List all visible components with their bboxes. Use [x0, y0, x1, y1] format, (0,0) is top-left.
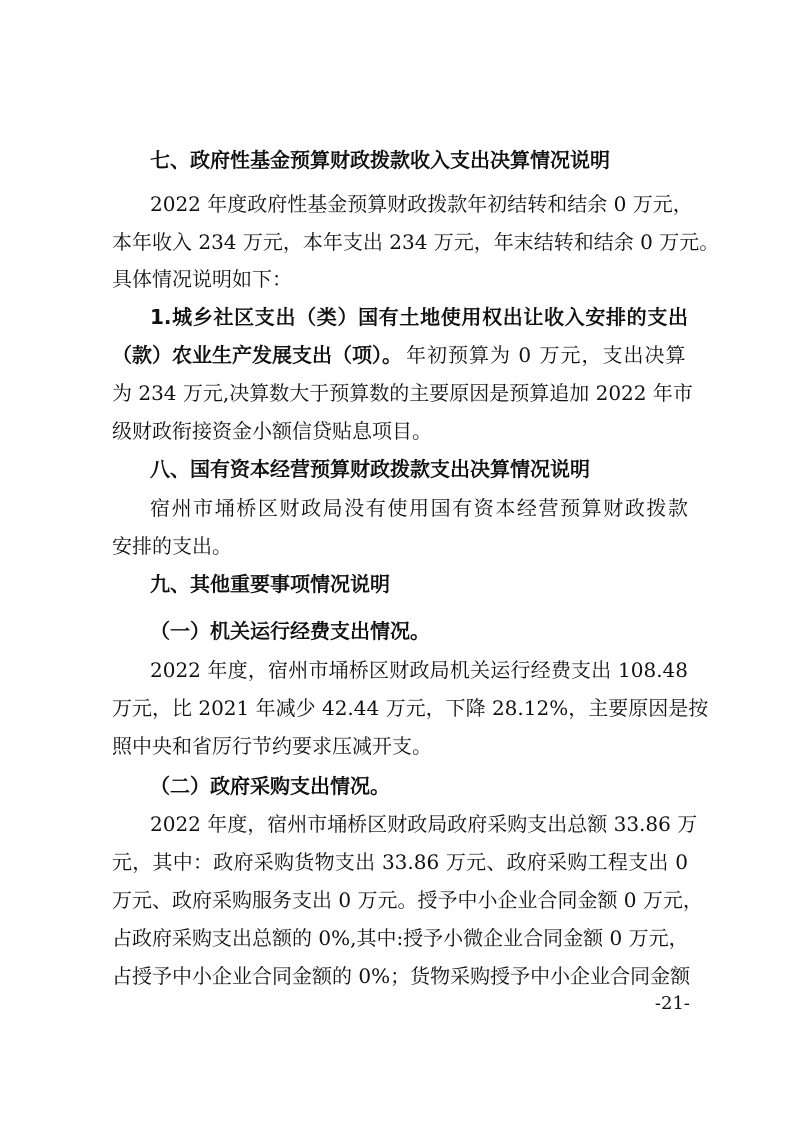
- paragraph-line: 宿州市埇桥区财政局没有使用国有资本经营预算财政拨款: [150, 496, 688, 520]
- item-1-text: 年初预算为 0 万元，支出决算: [406, 343, 687, 367]
- paragraph-line: 占授予中小企业合同金额的 0%；货物采购授予中小企业合同金额: [112, 964, 691, 988]
- section-8-heading: 八、国有资本经营预算财政拨款支出决算情况说明: [150, 457, 590, 481]
- paragraph-line: 元，其中：政府采购货物支出 33.86 万元、政府采购工程支出 0: [112, 850, 688, 874]
- paragraph-line: 本年收入 234 万元，本年支出 234 万元，年末结转和结余 0 万元。: [112, 230, 720, 254]
- paragraph-line: 照中央和省厉行节约要求压减开支。: [112, 734, 432, 758]
- item-1-line: [112, 341, 688, 369]
- item-1-title: 1.城乡社区支出（类）国有土地使用权出让收入安排的支出: [150, 305, 688, 329]
- paragraph-line: 级财政衔接资金小额信贷贴息项目。: [112, 419, 432, 443]
- paragraph-line: 万元，比 2021 年减少 42.44 万元，下降 28.12%，主要原因是按: [112, 696, 709, 720]
- paragraph-line: 2022 年度，宿州市埇桥区财政局机关运行经费支出 108.48: [150, 658, 688, 682]
- item-1-title-cont: （款）农业生产发展支出（项）。: [112, 343, 402, 367]
- paragraph-line: 万元、政府采购服务支出 0 万元。授予中小企业合同金额 0 万元，: [112, 888, 703, 912]
- page-number: -21-: [654, 993, 690, 1014]
- paragraph-line: 占政府采购支出总额的 0%,其中:授予小微企业合同金额 0 万元，: [112, 926, 689, 950]
- subsection-1-heading: （一）机关运行经费支出情况。: [150, 619, 430, 643]
- paragraph-line: 具体情况说明如下：: [112, 267, 292, 291]
- paragraph-line: 为 234 万元,决算数大于预算数的主要原因是预算追加 2022 年市: [112, 381, 693, 405]
- section-7-heading: 七、政府性基金预算财政拨款收入支出决算情况说明: [150, 148, 610, 172]
- subsection-2-heading: （二）政府采购支出情况。: [150, 774, 390, 798]
- paragraph-line: 2022 年度，宿州市埇桥区财政局政府采购支出总额 33.86 万: [150, 812, 698, 836]
- section-9-heading: 九、其他重要事项情况说明: [150, 572, 390, 596]
- paragraph-line: 2022 年度政府性基金预算财政拨款年初结转和结余 0 万元，: [150, 192, 693, 216]
- paragraph-line: 安排的支出。: [112, 534, 232, 558]
